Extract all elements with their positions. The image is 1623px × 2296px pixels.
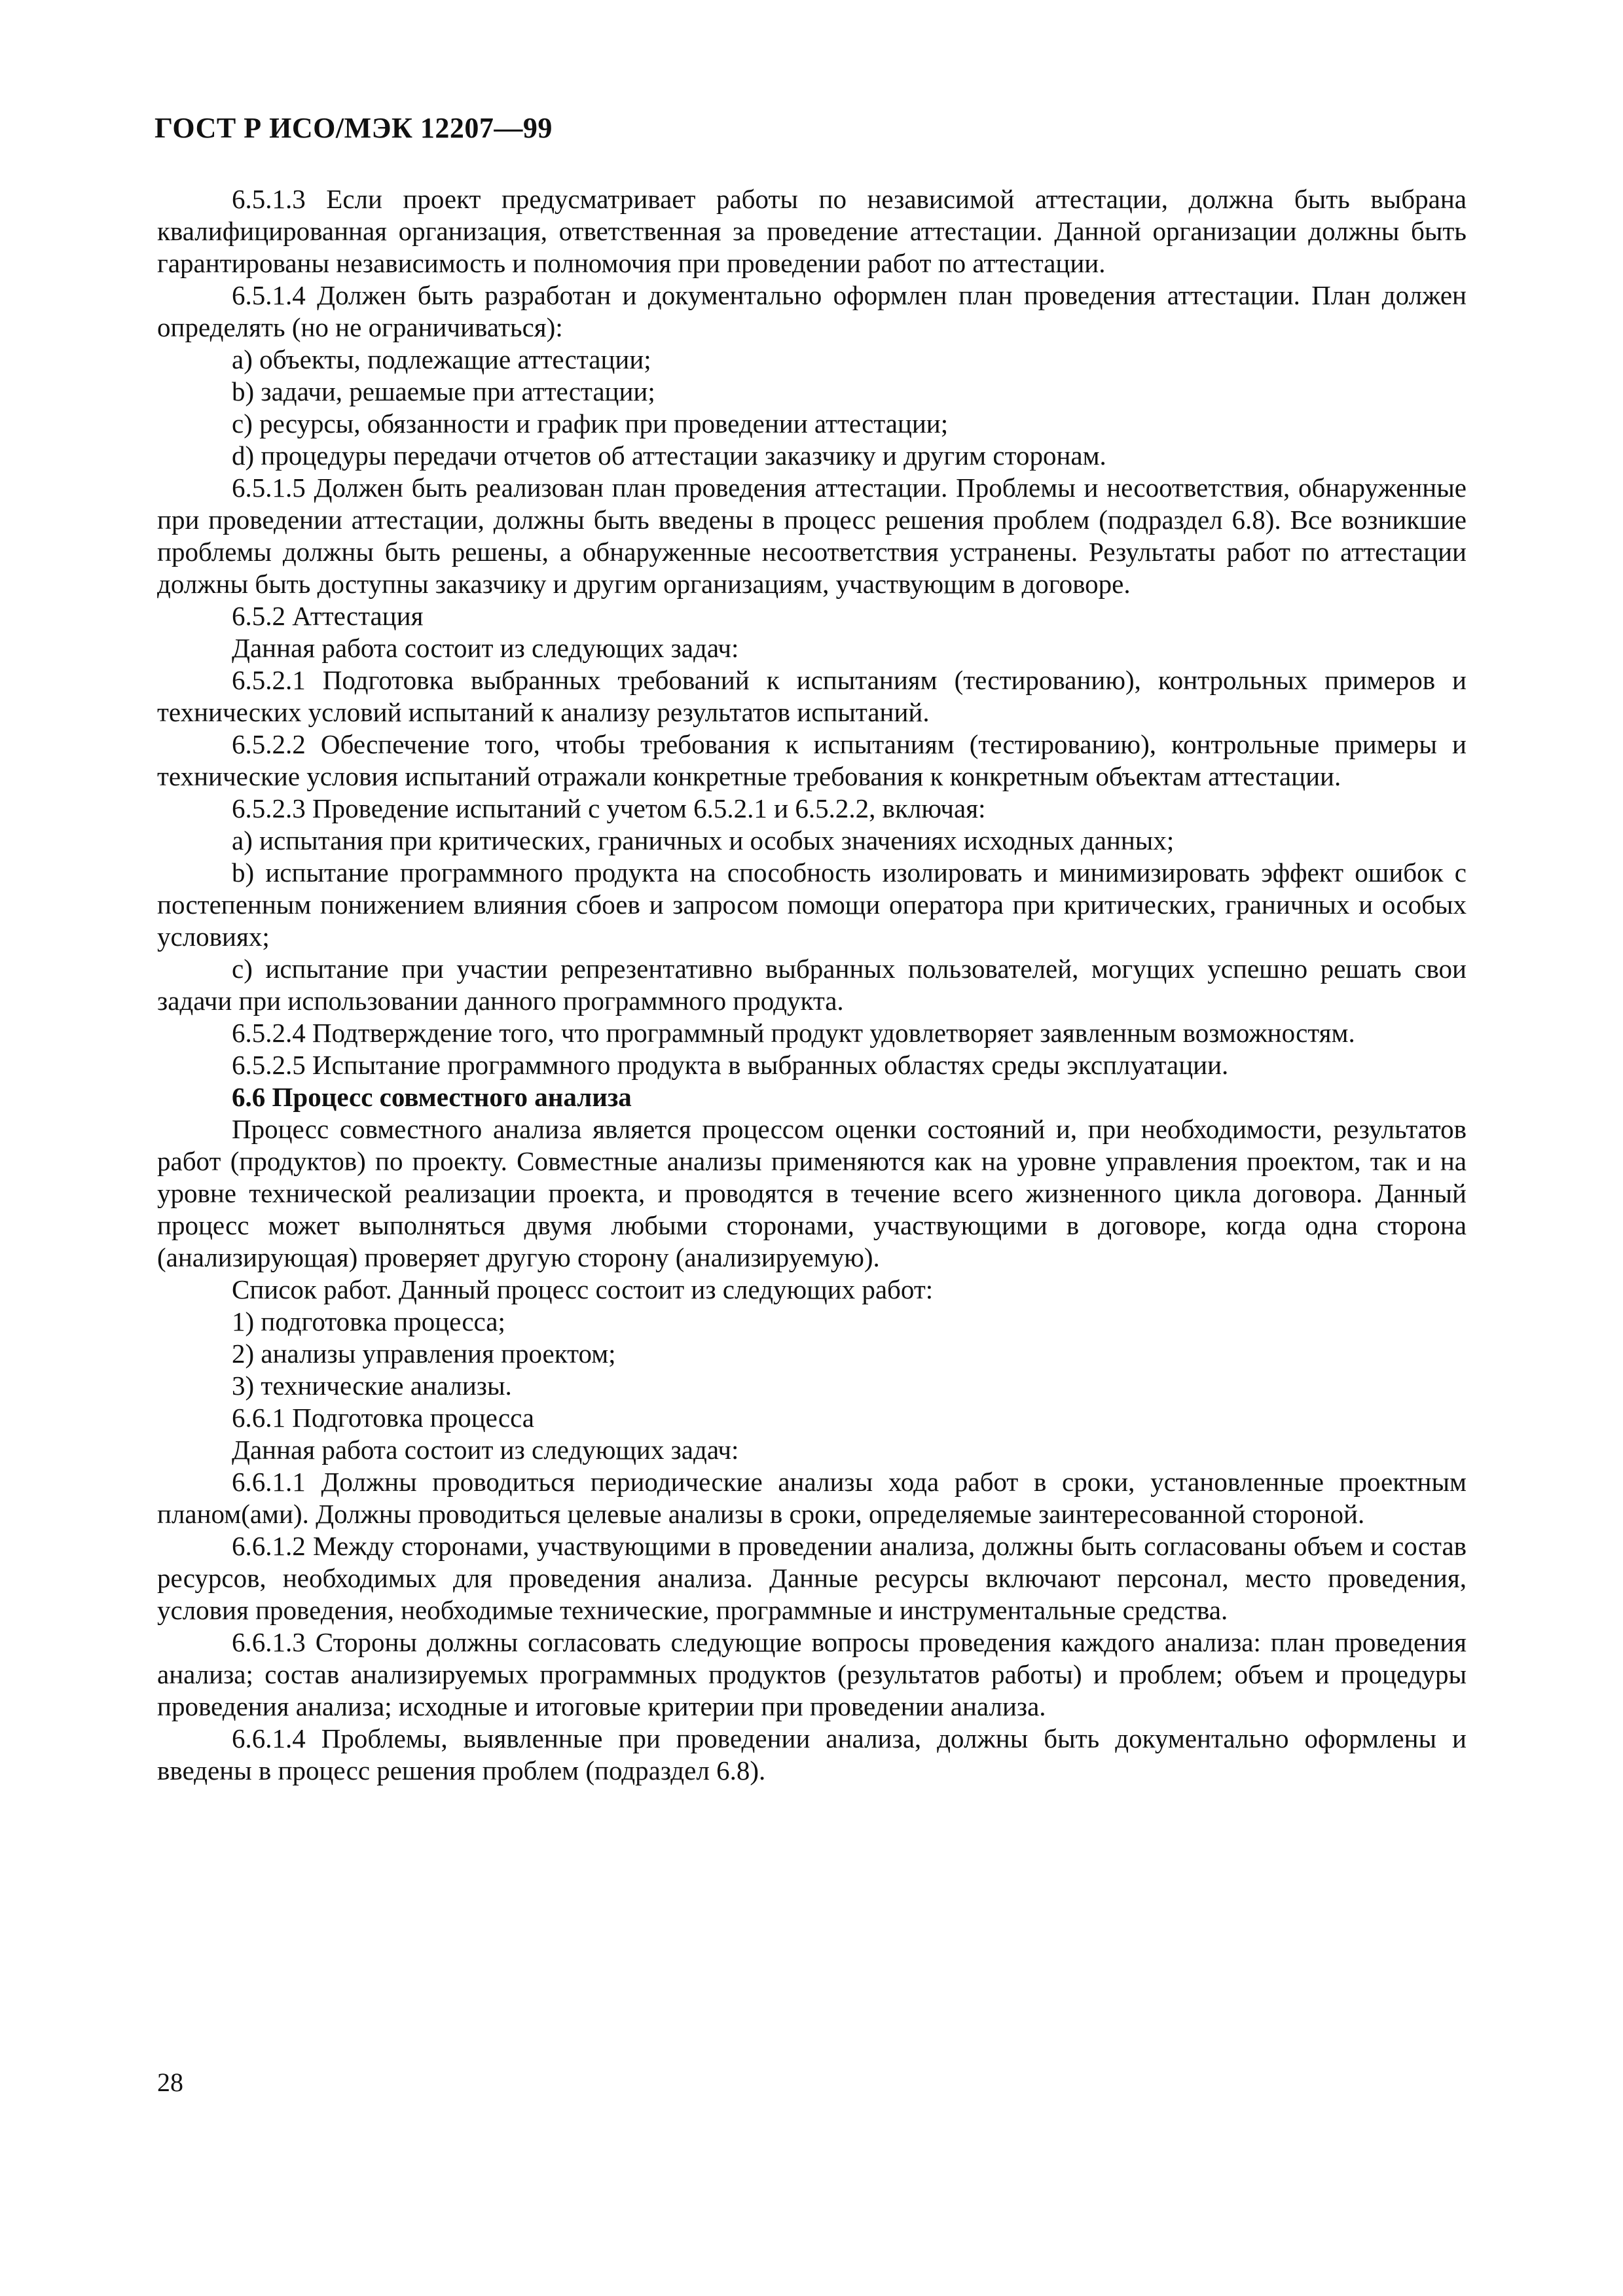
paragraph: Данная работа состоит из следующих задач: bbox=[232, 1435, 739, 1465]
list-item: 2) анализы управления проектом; bbox=[232, 1338, 616, 1369]
paragraph: 6.5.2.3 Проведение испытаний с учетом 6.5.2.1 и 6.5.2.2, включая: bbox=[232, 793, 986, 823]
paragraph: 6.5.1.3 Если проект предусматривает работы по независимой аттестации, должна быть выбрана квалифицированная организация, ответственная за проведение аттестации. Данной организации должны быть гарантированы независимость и полномочия при проведении работ по аттестации. bbox=[157, 184, 1467, 278]
document-header: ГОСТ Р ИСО/МЭК 12207—99 bbox=[155, 112, 553, 144]
paragraph: 6.5.2.1 Подготовка выбранных требований к испытаниям (тестированию), контрольных примеров и технических условий испытаний к анализу результатов испытаний. bbox=[157, 665, 1467, 727]
paragraph: 6.5.1.5 Должен быть реализован план проведения аттестации. Проблемы и несоответствия, обнаруженные при проведении аттестации, должны быть введены в процесс решения проблем (подраздел 6.8). Все возникшие проблемы должны быть решены, а обнаруженные несоответствия устранены. Результаты работ по аттестации должны быть доступны заказчику и другим организациям, участвующим в договоре. bbox=[157, 473, 1467, 599]
paragraph: Данная работа состоит из следующих задач: bbox=[232, 633, 739, 663]
section-title: 6.6 Процесс совместного анализа bbox=[232, 1082, 632, 1112]
paragraph: Процесс совместного анализа является процессом оценки состояний и, при необходимости, результатов работ (продуктов) по проекту. Совместные анализы применяются как на уровне управления проектом, так и на уровне технической реализации проекта, и проводятся в течение всего жизненного цикла договора. Данный процесс может выполняться двумя любыми сторонами, участвующими в договоре, когда одна сторона (анализирующая) проверяет другую сторону (анализируемую). bbox=[157, 1114, 1467, 1272]
list-item: b) испытание программного продукта на способность изолировать и минимизировать эффект ошибок с постепенным понижением влияния сбоев и запросом помощи оператора при критических, граничных и особых условиях; bbox=[157, 857, 1467, 952]
paragraph: 6.6.1.2 Между сторонами, участвующими в проведении анализа, должны быть согласованы объем и состав ресурсов, необходимых для проведения анализа. Данные ресурсы включают персонал, место проведения, условия проведения, необходимые технические, программные и инструментальные средства. bbox=[157, 1531, 1467, 1625]
paragraph: 6.5.2.5 Испытание программного продукта в выбранных областях среды эксплуатации. bbox=[232, 1050, 1229, 1080]
list-item: b) задачи, решаемые при аттестации; bbox=[232, 376, 655, 406]
list-item: d) процедуры передачи отчетов об аттестации заказчику и другим сторонам. bbox=[232, 440, 1106, 471]
list-item: a) испытания при критических, граничных и особых значениях исходных данных; bbox=[232, 825, 1175, 855]
page-number: 28 bbox=[157, 2068, 183, 2097]
document-body bbox=[157, 183, 1467, 1787]
section-heading: 6.6.1 Подготовка процесса bbox=[232, 1403, 534, 1433]
paragraph: 6.5.1.4 Должен быть разработан и документально оформлен план проведения аттестации. План должен определять (но не ограничиваться): bbox=[157, 280, 1467, 342]
section-heading: 6.5.2 Аттестация bbox=[232, 601, 424, 631]
paragraph: 6.5.2.4 Подтверждение того, что программный продукт удовлетворяет заявленным возможностям. bbox=[232, 1018, 1355, 1048]
list-item: 3) технические анализы. bbox=[232, 1371, 512, 1401]
paragraph: 6.6.1.4 Проблемы, выявленные при проведении анализа, должны быть документально оформлены и введены в процесс решения проблем (подраздел 6.8). bbox=[157, 1723, 1467, 1785]
list-item: c) испытание при участии репрезентативно выбранных пользователей, могущих успешно решать свои задачи при использовании данного программного продукта. bbox=[157, 954, 1467, 1016]
list-item: 1) подготовка процесса; bbox=[232, 1306, 505, 1336]
paragraph: 6.6.1.1 Должны проводиться периодические анализы хода работ в сроки, установленные проектным планом(ами). Должны проводиться целевые анализы в сроки, определяемые заинтересованной стороной. bbox=[157, 1467, 1467, 1529]
paragraph: 6.5.2.2 Обеспечение того, чтобы требования к испытаниям (тестированию), контрольные примеры и технические условия испытаний отражали конкретные требования к конкретным объектам аттестации. bbox=[157, 729, 1467, 791]
paragraph: Список работ. Данный процесс состоит из следующих работ: bbox=[232, 1274, 934, 1304]
paragraph: 6.6.1.3 Стороны должны согласовать следующие вопросы проведения каждого анализа: план проведения анализа; состав анализируемых программных продуктов (результатов работы) и проблем; объем и процедуры проведения анализа; исходные и итоговые критерии при проведении анализа. bbox=[157, 1627, 1467, 1721]
list-item: a) объекты, подлежащие аттестации; bbox=[232, 344, 651, 374]
list-item: c) ресурсы, обязанности и график при проведении аттестации; bbox=[232, 408, 949, 439]
